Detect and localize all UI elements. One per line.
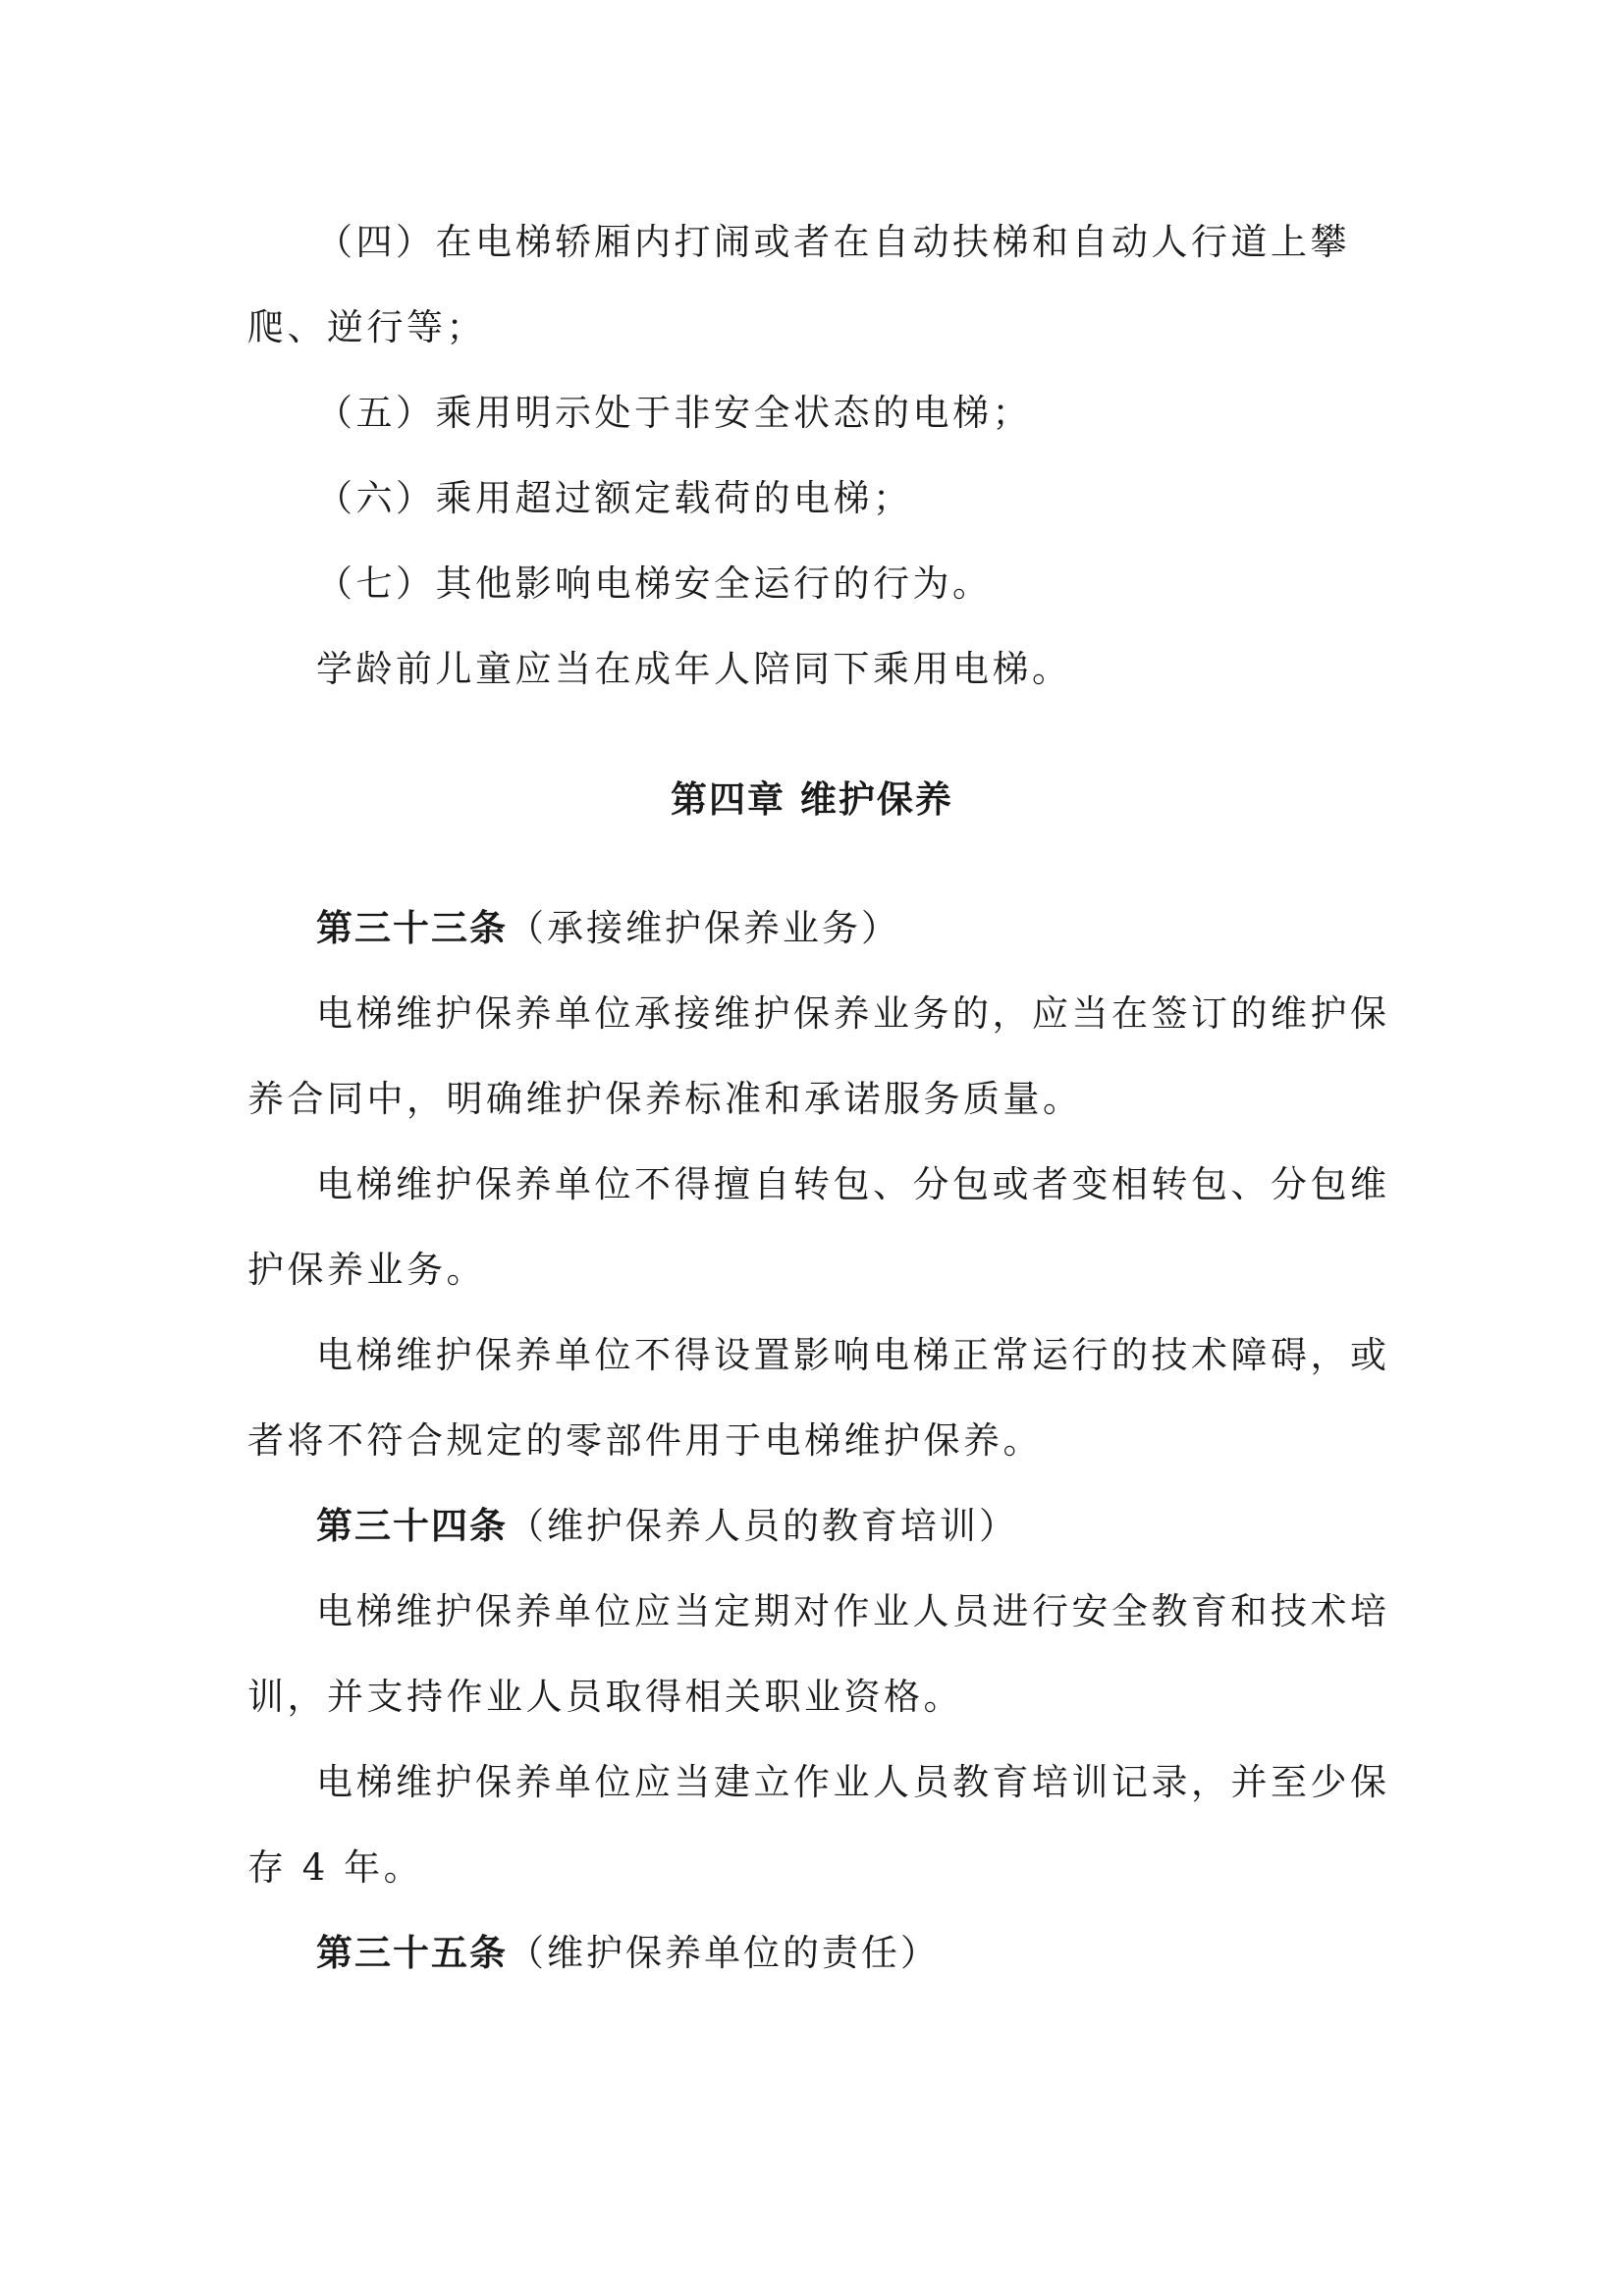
- article-number: 第三十四条: [316, 1505, 508, 1547]
- text-line: 训，并支持作业人员取得相关职业资格。: [247, 1676, 963, 1718]
- article-heading: [316, 903, 900, 954]
- text-line: 爬、逆行等；: [247, 306, 486, 348]
- text-line: 电梯维护保养单位应当定期对作业人员进行安全教育和技术培: [316, 1590, 1390, 1632]
- chapter-heading: 第四章 维护保养: [671, 778, 953, 821]
- text-line: （四）在电梯轿厢内打闹或者在自动扶梯和自动人行道上攀: [316, 221, 1350, 263]
- text-line: 者将不符合规定的零部件用于电梯维护保养。: [247, 1419, 1043, 1462]
- text-line: 电梯维护保养单位应当建立作业人员教育培训记录，并至少保: [316, 1761, 1390, 1803]
- article-title: （维护保养人员的教育培训）: [508, 1505, 1018, 1547]
- article-number: 第三十五条: [316, 1932, 508, 1974]
- text-line: 护保养业务。: [247, 1249, 486, 1291]
- article-number: 第三十三条: [316, 907, 508, 949]
- text-line: （七）其他影响电梯安全运行的行为。: [316, 562, 993, 605]
- text-line: 电梯维护保养单位不得擅自转包、分包或者变相转包、分包维: [316, 1163, 1390, 1205]
- article-title: （承接维护保养业务）: [508, 907, 900, 949]
- text-line: （五）乘用明示处于非安全状态的电梯；: [316, 392, 1032, 434]
- text-line: （六）乘用超过额定载荷的电梯；: [316, 477, 913, 519]
- article-title: （维护保养单位的责任）: [508, 1932, 940, 1974]
- text-line: 养合同中，明确维护保养标准和承诺服务质量。: [247, 1078, 1083, 1120]
- text-line: 电梯维护保养单位承接维护保养业务的，应当在签订的维护保: [316, 992, 1390, 1035]
- text-line: 存 4 年。: [247, 1846, 424, 1889]
- article-heading: [316, 1501, 1018, 1552]
- article-heading: [316, 1928, 940, 1979]
- text-line: 学龄前儿童应当在成年人陪同下乘用电梯。: [316, 648, 1072, 690]
- text-line: 电梯维护保养单位不得设置影响电梯正常运行的技术障碍，或: [316, 1334, 1390, 1376]
